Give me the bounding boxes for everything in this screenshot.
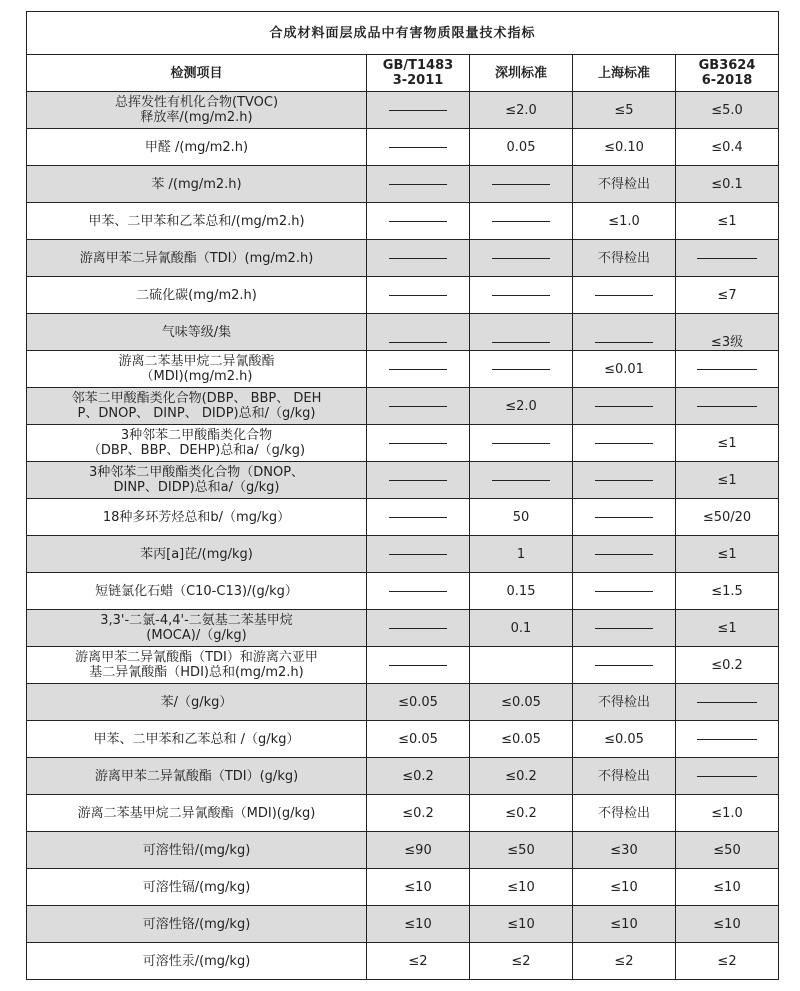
cell-gb-t14833: [367, 795, 470, 832]
table-row: [27, 351, 779, 388]
test-item-label: 可溶性汞/(mg/kg): [27, 943, 367, 980]
test-item-label: 3种邻苯二甲酸酯类化合物（DNOP、 DINP、DIDP)总和a/（g/kg): [27, 462, 367, 499]
table-row: [27, 610, 779, 647]
cell-gb36246: [676, 351, 779, 388]
table-row: [27, 203, 779, 240]
limit-value: ≤1.5: [711, 583, 743, 599]
cell-gb-t14833: [367, 92, 470, 129]
cell-gb-t14833: [367, 240, 470, 277]
cell-shanghai: [573, 499, 676, 536]
cell-shanghai: [573, 906, 676, 943]
limit-value: 不得检出: [597, 176, 650, 192]
cell-gb36246: [676, 92, 779, 129]
cell-shanghai: [573, 758, 676, 795]
not-specified-dash: [492, 480, 550, 481]
spec-sheet: [26, 11, 778, 980]
not-specified-dash: [595, 342, 653, 343]
not-specified-dash: [697, 776, 757, 777]
cell-shenzhen: [470, 203, 573, 240]
cell-gb36246: [676, 647, 779, 684]
not-specified-dash: [389, 517, 447, 518]
cell-shanghai: [573, 647, 676, 684]
cell-gb36246: [676, 425, 779, 462]
test-item-label: 可溶性铅/(mg/kg): [27, 832, 367, 869]
limit-value: ≤1: [717, 620, 737, 636]
limit-value: 不得检出: [597, 805, 650, 821]
cell-shenzhen: [470, 425, 573, 462]
table-row: [27, 240, 779, 277]
limit-value: ≤1: [717, 435, 737, 451]
limit-value: ≤5.0: [711, 102, 743, 118]
cell-shenzhen: [470, 499, 573, 536]
cell-gb36246: [676, 721, 779, 758]
cell-gb36246: [676, 129, 779, 166]
limit-value: ≤10: [713, 916, 741, 932]
cell-shenzhen: [470, 388, 573, 425]
table-row: [27, 314, 779, 351]
cell-gb36246: [676, 536, 779, 573]
table-row: [27, 869, 779, 906]
limit-value: ≤10: [713, 879, 741, 895]
table-row: [27, 277, 779, 314]
limit-value: ≤3级: [710, 334, 744, 350]
limit-value: ≤2: [408, 953, 428, 969]
limit-value: ≤10: [610, 916, 638, 932]
not-specified-dash: [389, 184, 447, 185]
test-item-label: 3,3'-二氯-4,4'-二氨基二苯基甲烷 (MOCA)/（g/kg): [27, 610, 367, 647]
table-body: [27, 92, 779, 980]
not-specified-dash: [389, 295, 447, 296]
cell-gb36246: [676, 684, 779, 721]
cell-gb36246: [676, 795, 779, 832]
cell-shanghai: [573, 832, 676, 869]
not-specified-dash: [389, 147, 447, 148]
cell-shanghai: [573, 869, 676, 906]
limit-value: ≤0.2: [402, 805, 434, 821]
cell-gb36246: [676, 240, 779, 277]
cell-shenzhen: [470, 240, 573, 277]
table-row: [27, 906, 779, 943]
cell-shenzhen: [470, 943, 573, 980]
table-row: [27, 92, 779, 129]
cell-shenzhen: [470, 758, 573, 795]
test-item-label: 游离甲苯二异氰酸酯（TDI）(mg/m2.h): [27, 240, 367, 277]
not-specified-dash: [492, 184, 550, 185]
not-specified-dash: [697, 406, 757, 407]
table-title: 合成材料面层成品中有害物质限量技术指标: [27, 12, 779, 55]
not-specified-dash: [595, 406, 653, 407]
test-item-label: 甲苯、二甲苯和乙苯总和/(mg/m2.h): [27, 203, 367, 240]
limit-value: ≤0.05: [501, 731, 541, 747]
cell-gb36246: [676, 203, 779, 240]
limit-value: 不得检出: [597, 250, 650, 266]
cell-shanghai: [573, 314, 676, 351]
cell-gb-t14833: [367, 943, 470, 980]
cell-shanghai: [573, 684, 676, 721]
not-specified-dash: [697, 702, 757, 703]
not-specified-dash: [595, 665, 653, 666]
cell-gb-t14833: [367, 462, 470, 499]
limit-value: ≤0.4: [711, 139, 743, 155]
limit-value: ≤7: [717, 287, 737, 303]
cell-gb-t14833: [367, 684, 470, 721]
cell-gb-t14833: [367, 721, 470, 758]
not-specified-dash: [595, 443, 653, 444]
not-specified-dash: [595, 628, 653, 629]
limit-value: ≤0.10: [604, 139, 644, 155]
header-shenzhen: 深圳标准: [470, 55, 573, 92]
limit-value: ≤0.05: [604, 731, 644, 747]
limit-value: 50: [512, 509, 530, 525]
limit-value: ≤2: [717, 953, 737, 969]
cell-shanghai: [573, 166, 676, 203]
cell-shenzhen: [470, 573, 573, 610]
not-specified-dash: [492, 342, 550, 343]
cell-gb-t14833: [367, 425, 470, 462]
not-specified-dash: [389, 342, 447, 343]
cell-shenzhen: [470, 166, 573, 203]
not-specified-dash: [389, 665, 447, 666]
cell-gb36246: [676, 906, 779, 943]
not-specified-dash: [389, 221, 447, 222]
limit-value: ≤10: [507, 916, 535, 932]
cell-gb36246: [676, 758, 779, 795]
cell-shanghai: [573, 943, 676, 980]
cell-gb-t14833: [367, 388, 470, 425]
cell-gb36246: [676, 610, 779, 647]
limit-value: ≤90: [404, 842, 432, 858]
table-row: [27, 832, 779, 869]
cell-gb-t14833: [367, 906, 470, 943]
test-item-label: 二硫化碳(mg/m2.h): [27, 277, 367, 314]
cell-gb36246: [676, 314, 779, 351]
cell-gb36246: [676, 462, 779, 499]
limit-value: ≤0.05: [501, 694, 541, 710]
limit-value: ≤50: [713, 842, 741, 858]
cell-gb-t14833: [367, 351, 470, 388]
limit-value: ≤50: [507, 842, 535, 858]
cell-shenzhen: [470, 462, 573, 499]
table-row: [27, 388, 779, 425]
table-row: [27, 795, 779, 832]
test-item-label: 甲醛 /(mg/m2.h): [27, 129, 367, 166]
limit-value: ≤0.05: [398, 694, 438, 710]
cell-shanghai: [573, 425, 676, 462]
cell-gb-t14833: [367, 647, 470, 684]
limit-value: ≤1: [717, 546, 737, 562]
cell-shenzhen: [470, 351, 573, 388]
not-specified-dash: [389, 369, 447, 370]
cell-gb-t14833: [367, 314, 470, 351]
table-row: [27, 536, 779, 573]
table-row: [27, 721, 779, 758]
not-specified-dash: [492, 295, 550, 296]
cell-gb36246: [676, 166, 779, 203]
cell-gb-t14833: [367, 129, 470, 166]
cell-shanghai: [573, 92, 676, 129]
limit-value: ≤2: [511, 953, 531, 969]
cell-shenzhen: [470, 129, 573, 166]
header-shanghai: 上海标准: [573, 55, 676, 92]
limit-value: ≤0.2: [402, 768, 434, 784]
limit-value: ≤10: [610, 879, 638, 895]
test-item-label: 可溶性铬/(mg/kg): [27, 906, 367, 943]
table-row: [27, 758, 779, 795]
not-specified-dash: [595, 517, 653, 518]
table-row: [27, 684, 779, 721]
cell-shenzhen: [470, 869, 573, 906]
limit-value: ≤0.05: [398, 731, 438, 747]
cell-shenzhen: [470, 684, 573, 721]
cell-shanghai: [573, 536, 676, 573]
limit-value: 不得检出: [597, 768, 650, 784]
not-specified-dash: [697, 739, 757, 740]
not-specified-dash: [595, 295, 653, 296]
limit-value: ≤1.0: [608, 213, 640, 229]
limit-value: ≤0.2: [505, 805, 537, 821]
limit-value: 不得检出: [597, 694, 650, 710]
limit-value: ≤1: [717, 472, 737, 488]
table-row: [27, 573, 779, 610]
limit-value: ≤0.2: [505, 768, 537, 784]
cell-shenzhen: [470, 721, 573, 758]
cell-gb36246: [676, 943, 779, 980]
not-specified-dash: [389, 258, 447, 259]
cell-shanghai: [573, 610, 676, 647]
cell-gb-t14833: [367, 832, 470, 869]
limit-value: ≤0.01: [604, 361, 644, 377]
cell-gb36246: [676, 573, 779, 610]
cell-gb-t14833: [367, 499, 470, 536]
header-test-item: 检测项目: [27, 55, 367, 92]
limit-value: 0.15: [506, 583, 536, 599]
table-row: [27, 425, 779, 462]
cell-shenzhen: [470, 536, 573, 573]
cell-shenzhen: [470, 795, 573, 832]
not-specified-dash: [389, 443, 447, 444]
cell-shenzhen: [470, 832, 573, 869]
limit-value: ≤2.0: [505, 102, 537, 118]
cell-gb-t14833: [367, 869, 470, 906]
cell-gb-t14833: [367, 758, 470, 795]
cell-gb36246: [676, 499, 779, 536]
limit-value: ≤2: [614, 953, 634, 969]
not-specified-dash: [595, 591, 653, 592]
cell-shenzhen: [470, 647, 573, 684]
not-specified-dash: [492, 369, 550, 370]
cell-shanghai: [573, 351, 676, 388]
table-row: [27, 166, 779, 203]
cell-shanghai: [573, 795, 676, 832]
cell-shanghai: [573, 203, 676, 240]
limit-value: ≤10: [404, 916, 432, 932]
limit-value: ≤0.1: [711, 176, 743, 192]
cell-shanghai: [573, 462, 676, 499]
cell-shanghai: [573, 573, 676, 610]
test-item-label: 游离甲苯二异氰酸酯（TDI）和游离六亚甲 基二异氰酸酯（HDI)总和(mg/m2.h): [27, 647, 367, 684]
test-item-label: 苯 /(mg/m2.h): [27, 166, 367, 203]
header-row: [27, 55, 779, 92]
cell-shenzhen: [470, 906, 573, 943]
limit-value: ≤10: [507, 879, 535, 895]
cell-gb-t14833: [367, 166, 470, 203]
not-specified-dash: [595, 554, 653, 555]
not-specified-dash: [389, 110, 447, 111]
test-item-label: 总挥发性有机化合物(TVOC) 释放率/(mg/m2.h): [27, 92, 367, 129]
cell-gb36246: [676, 388, 779, 425]
test-item-label: 邻苯二甲酸酯类化合物(DBP、 BBP、 DEH P、DNOP、 DINP、 DIDP)总和/（g/kg): [27, 388, 367, 425]
cell-shanghai: [573, 721, 676, 758]
not-specified-dash: [389, 554, 447, 555]
cell-gb-t14833: [367, 610, 470, 647]
table-row: [27, 499, 779, 536]
cell-shanghai: [573, 240, 676, 277]
test-item-label: 短链氯化石蜡（C10-C13)/(g/kg）: [27, 573, 367, 610]
not-specified-dash: [595, 480, 653, 481]
not-specified-dash: [492, 443, 550, 444]
test-item-label: 游离二苯基甲烷二异氰酸酯（MDI)(g/kg): [27, 795, 367, 832]
cell-shenzhen: [470, 92, 573, 129]
header-gb36246: GB3624 6-2018: [676, 55, 779, 92]
cell-gb-t14833: [367, 277, 470, 314]
limit-value: 1: [516, 546, 526, 562]
hazard-limits-table: [26, 11, 779, 980]
not-specified-dash: [492, 221, 550, 222]
cell-gb36246: [676, 277, 779, 314]
not-specified-dash: [697, 369, 757, 370]
limit-value: ≤1.0: [711, 805, 743, 821]
cell-gb36246: [676, 832, 779, 869]
limit-value: ≤50/20: [702, 509, 752, 525]
not-specified-dash: [389, 480, 447, 481]
limit-value: ≤0.2: [711, 657, 743, 673]
not-specified-dash: [389, 406, 447, 407]
cell-gb-t14833: [367, 536, 470, 573]
cell-shenzhen: [470, 610, 573, 647]
test-item-label: 苯丙[a]芘/(mg/kg): [27, 536, 367, 573]
test-item-label: 游离二苯基甲烷二异氰酸酯 （MDI)(mg/m2.h): [27, 351, 367, 388]
cell-shenzhen: [470, 277, 573, 314]
limit-value: ≤30: [610, 842, 638, 858]
not-specified-dash: [389, 628, 447, 629]
table-row: [27, 462, 779, 499]
limit-value: 0.1: [510, 620, 532, 636]
cell-shanghai: [573, 129, 676, 166]
limit-value: ≤1: [717, 213, 737, 229]
cell-gb-t14833: [367, 203, 470, 240]
cell-shenzhen: [470, 314, 573, 351]
test-item-label: 气味等级/集: [27, 314, 367, 351]
cell-gb36246: [676, 869, 779, 906]
limit-value: ≤5: [614, 102, 634, 118]
limit-value: 0.05: [506, 139, 536, 155]
test-item-label: 18种多环芳烃总和b/（mg/kg）: [27, 499, 367, 536]
cell-shanghai: [573, 388, 676, 425]
header-gb-t14833: GB/T1483 3-2011: [367, 55, 470, 92]
table-row: [27, 943, 779, 980]
not-specified-dash: [389, 591, 447, 592]
test-item-label: 苯/（g/kg）: [27, 684, 367, 721]
table-row: [27, 129, 779, 166]
cell-gb-t14833: [367, 573, 470, 610]
limit-value: ≤10: [404, 879, 432, 895]
cell-shanghai: [573, 277, 676, 314]
test-item-label: 甲苯、二甲苯和乙苯总和 /（g/kg）: [27, 721, 367, 758]
test-item-label: 游离甲苯二异氰酸酯（TDI）(g/kg): [27, 758, 367, 795]
limit-value: ≤2.0: [505, 398, 537, 414]
test-item-label: 3种邻苯二甲酸酯类化合物 （DBP、BBP、DEHP)总和a/（g/kg): [27, 425, 367, 462]
not-specified-dash: [697, 258, 757, 259]
table-row: [27, 647, 779, 684]
test-item-label: 可溶性镉/(mg/kg): [27, 869, 367, 906]
not-specified-dash: [492, 258, 550, 259]
